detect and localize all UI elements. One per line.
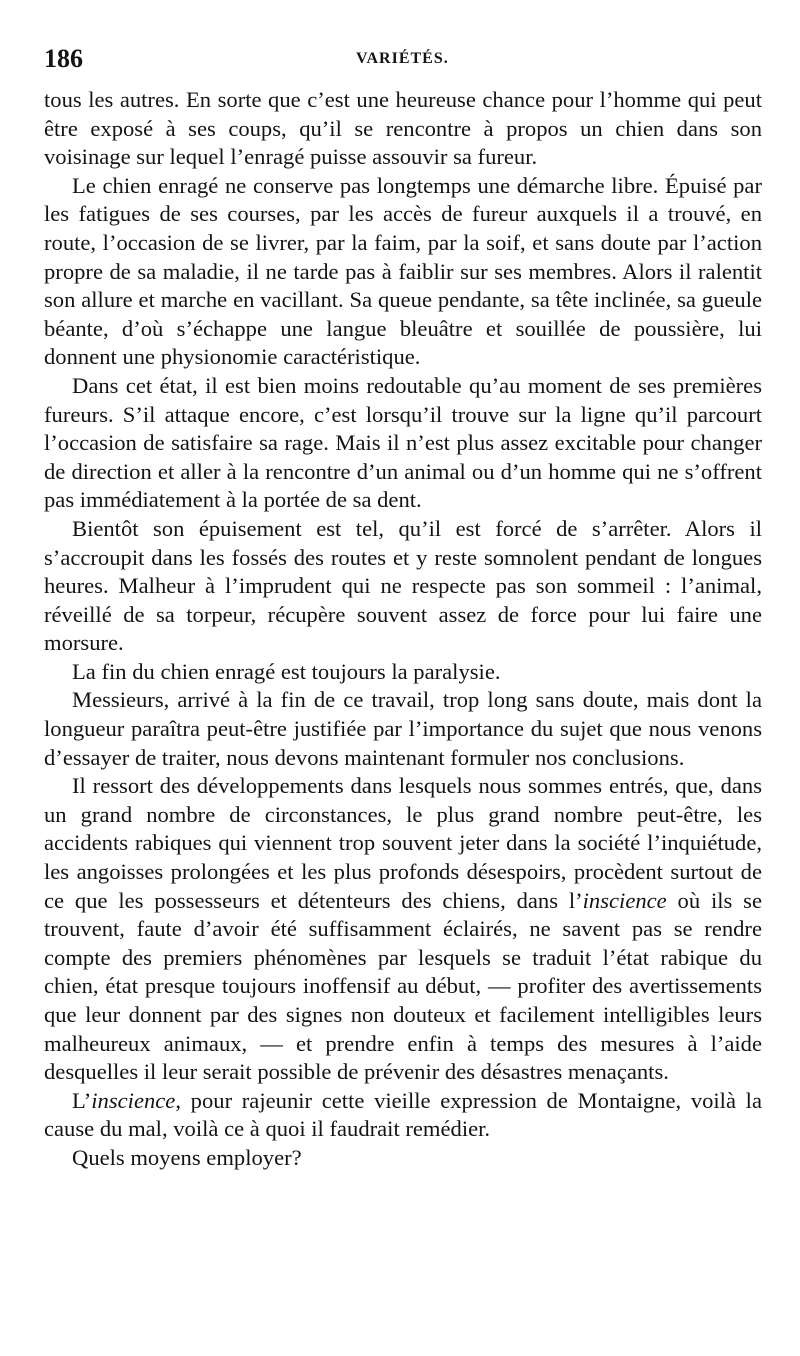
paragraph-epuisement: Bientôt son épuisement est tel, qu’il est forcé de s’arrêter. Alors il s’accroupit dans les fossés des routes et y reste somnolent pendant de longues heures. Malheur à l’imprudent qui ne respecte pas son sommeil : l’animal, réveillé de sa torpeur, récupère souvent assez de force pour lui faire une morsure. bbox=[44, 515, 762, 656]
paragraph-ressort bbox=[44, 772, 762, 1087]
text-segment: , pour rajeunir cette vieille expression de Montaigne, voilà la cause du mal, voilà ce à quoi il faudrait remédier. bbox=[44, 1087, 762, 1142]
paragraph-inscience bbox=[44, 1087, 762, 1144]
text-segment: L’ bbox=[72, 1087, 92, 1113]
text-segment: où ils se trouvent, faute d’avoir été suffisamment éclairés, ne savent pas se rendre compte des premiers phénomènes par lesquels se traduit l’état rabique du chien, état presque toujours inoffensif au début, — profiter des avertissements que leur donnent par des signes non douteux et facilement intelligibles leurs malheureux animaux, — et prendre enfin à temps des mesures à l’aide desquelles il leur serait possible de prévenir des désastres menaçants. bbox=[44, 887, 762, 1085]
paragraph-question: Quels moyens employer? bbox=[72, 1144, 302, 1170]
page-number: 186 bbox=[44, 44, 83, 73]
paragraph-messieurs: Messieurs, arrivé à la fin de ce travail, trop long sans doute, mais dont la longueur paraîtra peut-être justifiée par l’importance du sujet que nous venons d’essayer de traiter, nous devons maintenant formuler nos conclusions. bbox=[44, 687, 762, 770]
paragraph-etat: Dans cet état, il est bien moins redoutable qu’au moment de ses premières fureurs. S’il attaque encore, c’est lorsqu’il trouve sur la ligne qu’il parcourt l’occasion de satisfaire sa rage. Mais il n’est plus assez excitable pour changer de direction et aller à la rencontre d’un animal ou d’un homme qui ne s’offrent pas immédiatement à la portée de sa dent. bbox=[44, 372, 762, 513]
paragraph-continuation: tous les autres. En sorte que c’est une heureuse chance pour l’homme qui peut être exposé à ses coups, qu’il se rencontre à propos un chien dans son voisinage sur lequel l’enragé puisse assouvir sa fureur. bbox=[44, 87, 762, 170]
text-segment: Il ressort des développements dans lesquels nous sommes entrés, que, dans un grand nombre de circonstances, le plus grand nombre peut-être, les accidents rabiques qui viennent trop souvent jeter dans la société l’inquiétude, les angoisses prolongées et les plus profonds désespoirs, procèdent surtout de ce que les possesseurs et détenteurs des chiens, dans l’ bbox=[44, 773, 762, 913]
italic-term: inscience bbox=[582, 887, 667, 913]
body-text bbox=[44, 86, 762, 1173]
running-title: VARIÉTÉS. bbox=[356, 50, 449, 67]
paragraph-demarche: Le chien enragé ne conserve pas longtemps une démarche libre. Épuisé par les fatigues de ses courses, par les accès de fureur auxquels il a trouvé, en route, l’occasion de se livrer, par la faim, par la soif, et sans doute par l’action propre de sa maladie, il ne tarde pas à faiblir sur ses membres. Alors il ralentit son allure et marche en vacillant. Sa queue pendante, sa tête inclinée, sa gueule béante, d’où s’échappe une langue bleuâtre et souillée de poussière, lui donnent une physionomie caractéristique. bbox=[44, 172, 762, 370]
page-header bbox=[44, 40, 762, 80]
paragraph-paralysie: La fin du chien enragé est toujours la paralysie. bbox=[72, 658, 501, 684]
italic-term: inscience bbox=[91, 1087, 176, 1113]
